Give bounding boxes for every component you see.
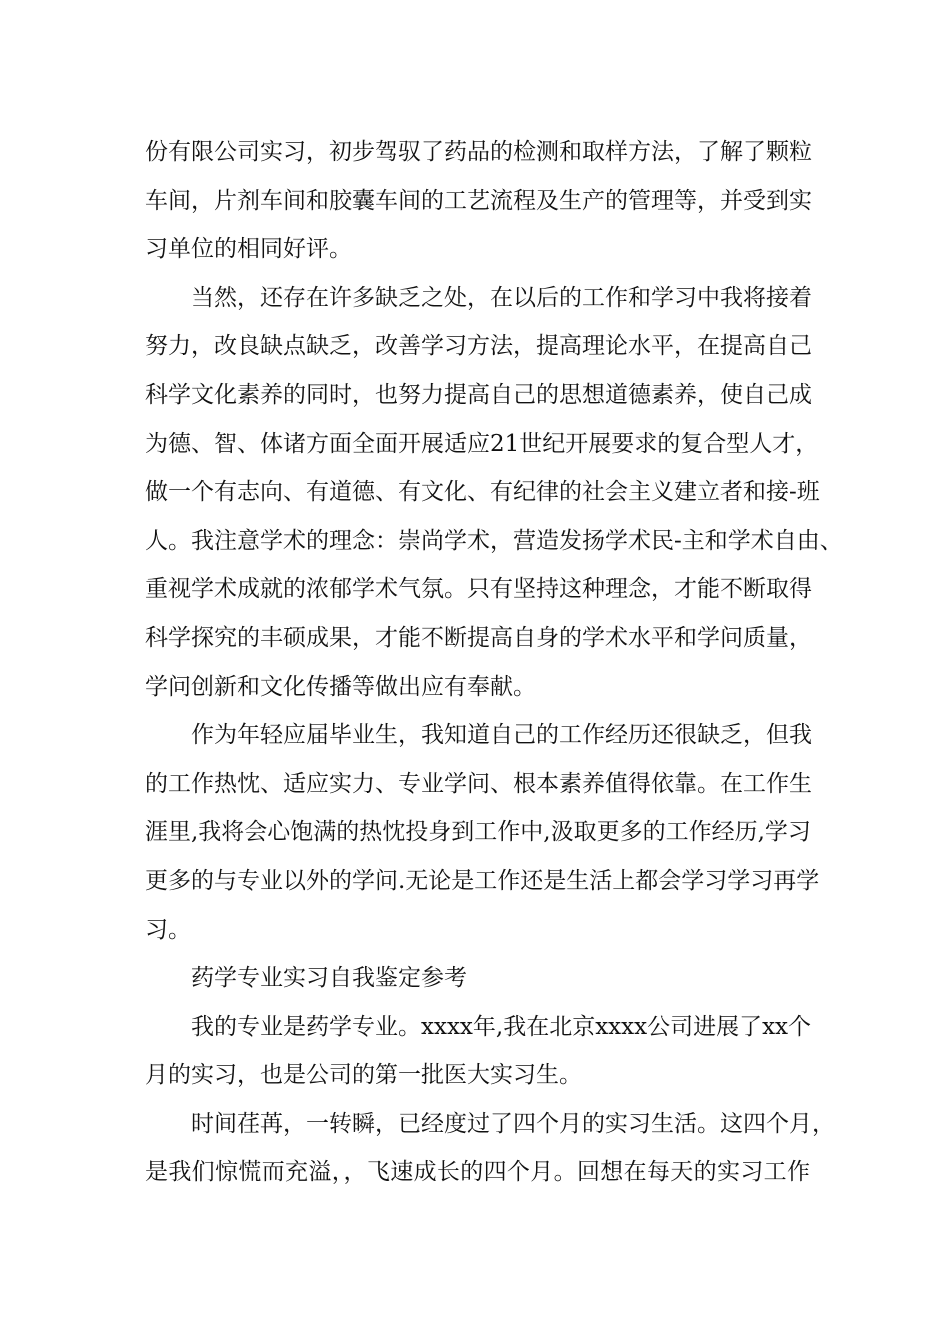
paragraph-line: 习。 [145,916,191,943]
paragraph-line: 份有限公司实习，初步驾驭了药品的检测和取样方法，了解了颗粒 [145,139,812,165]
paragraph-line: 月的实习，也是公司的第一批医大实习生。 [145,1062,582,1089]
paragraph [145,274,843,711]
paragraph-line: 人。我注意学术的理念：崇尚学术，营造发扬学术民-主和学术自由、 [145,527,843,554]
paragraph-line: 重视学术成就的浓郁学术气氛。只有坚持这种理念，才能不断取得 [145,576,812,603]
paragraph-line: 为德、智、体诸方面全面开展适应21世纪开展要求的复合型人才， [145,430,819,457]
section-heading-text: 药学专业实习自我鉴定参考 [191,965,467,992]
paragraph-line: 的工作热忱、适应实力、专业学问、根本素养值得依靠。在工作生 [145,770,812,797]
paragraph-line: 学问创新和文化传播等做出应有奉献。 [145,673,536,700]
paragraph-line: 我的专业是药学专业。xxxx年,我在北京xxxx公司进展了xx个 [191,1013,812,1040]
paragraph-line: 努力，改良缺点缺乏，改善学习方法，提高理论水平，在提高自己 [145,333,812,360]
paragraph-line: 涯里,我将会心饱满的热忱投身到工作中,汲取更多的工作经历,学习 [145,819,811,846]
paragraph [145,128,810,274]
paragraph-line: 当然，还存在许多缺乏之处，在以后的工作和学习中我将接着 [191,284,812,311]
section-heading [145,954,810,1003]
paragraph-line: 车间，片剂车间和胶囊车间的工艺流程及生产的管理等，并受到实 [145,187,812,214]
paragraph [145,1003,810,1100]
paragraph-line: 作为年轻应届毕业生，我知道自己的工作经历还很缺乏，但我 [191,722,812,749]
paragraph-line: 习单位的相同好评。 [145,236,352,263]
document-body [145,128,843,1197]
paragraph [145,711,820,954]
paragraph-line: 做一个有志向、有道德、有文化、有纪律的社会主义建立者和接-班 [145,479,820,506]
paragraph [145,1100,835,1197]
paragraph-line: 更多的与专业以外的学问.无论是工作还是生活上都会学习学习再学 [145,867,820,894]
paragraph-line: 是我们惊慌而充溢，，飞速成长的四个月。回想在每天的实习工作 [145,1159,810,1186]
paragraph-line: 科学文化素养的同时，也努力提高自己的思想道德素养，使自己成 [145,381,812,408]
paragraph-line: 时间荏苒，一转瞬，已经度过了四个月的实习生活。这四个月， [191,1110,835,1137]
paragraph-line: 科学探究的丰硕成果，才能不断提高自身的学术水平和学问质量， [145,624,812,651]
